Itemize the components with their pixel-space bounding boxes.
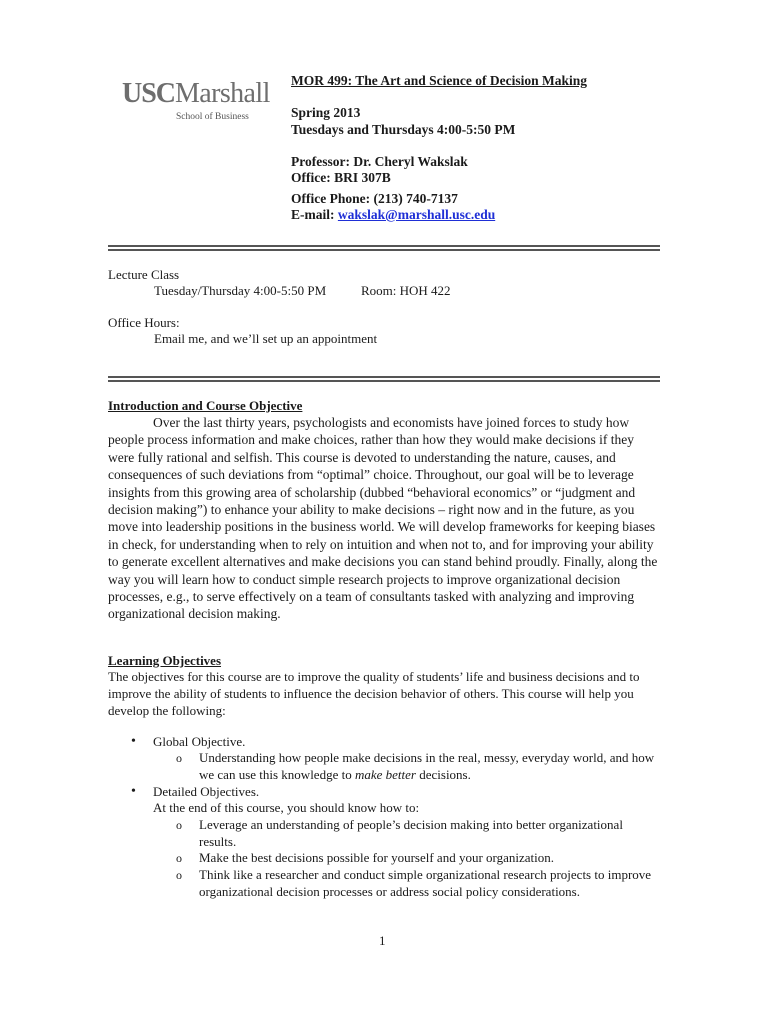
course-title: MOR 499: The Art and Science of Decision Making — [291, 73, 587, 88]
page-number: 1 — [379, 933, 386, 948]
professor: Professor: Dr. Cheryl Wakslak — [291, 154, 468, 169]
usc-marshall-logo — [108, 74, 278, 134]
divider — [108, 376, 660, 382]
office-phone: Office Phone: (213) 740-7137 — [291, 191, 458, 206]
detailed-objectives-intro: At the end of this course, you should know how to: — [153, 800, 420, 815]
schedule: Tuesdays and Thursdays 4:00-5:50 PM — [291, 122, 516, 137]
bullet: • — [131, 734, 136, 749]
divider — [108, 245, 660, 251]
email-link[interactable]: wakslak@marshall.usc.edu — [337, 207, 496, 222]
lecture-label: Lecture Class — [108, 267, 180, 282]
intro-heading: Introduction and Course Objective — [108, 398, 303, 413]
global-objective-item: Understanding how people make decisions in the real, messy, everyday world, and how we can use this knowledge to make better decisions. — [199, 750, 655, 782]
global-objective-label: Global Objective. — [153, 734, 246, 749]
learning-objectives-heading: Learning Objectives — [108, 653, 222, 668]
detailed-objectives-label: Detailed Objectives. — [153, 784, 260, 799]
lecture-time: Tuesday/Thursday 4:00-5:50 PM — [154, 283, 327, 298]
office-hours-text: Email me, and we’ll set up an appointment — [154, 331, 378, 346]
detailed-objective-item: Think like a researcher and conduct simple organizational research projects to improve organizational decision processes or address social policy considerations. — [199, 867, 652, 899]
logo-subtitle: School of Business — [176, 112, 249, 122]
office: Office: BRI 307B — [291, 170, 391, 185]
intro-paragraph: Over the last thirty years, psychologists and economists have joined forces to study how people process information and make choices, rather than how they would make decisions if they were fully rational and selfish. This course is devoted to understanding the nature, causes, and consequences of such deviations from “optimal” choice. Throughout, our goal will be to leverage insights from this growing area of scholarship (dubbed “behavioral economics” or “judgment and decision making”) to enhance your ability to make decisions – right now and in the future, as you move into leadership positions in the business world. We will develop frameworks for keeping biases in check, for understanding when to rely on intuition and when not to, and for improving your ability to generate excellent alternatives and make decisions you can stand behind proudly. Finally, along the way you will learn how to conduct simple research projects to improve organizational decision processes, e.g., to serve effectively on a team of consultants tasked with analyzing and improving organizational decision making. — [108, 415, 658, 622]
office-hours-label: Office Hours: — [108, 315, 180, 330]
bullet: • — [131, 784, 136, 799]
sub-bullet: o — [176, 851, 182, 865]
logo-wordmark: USCMarshall — [122, 78, 270, 109]
lecture-room: Room: HOH 422 — [361, 283, 451, 298]
learning-objectives-paragraph: The objectives for this course are to improve the quality of students’ life and business decisions and to improve the ability of students to influence the decision behavior of others. This course will help you develop the following: — [108, 669, 640, 719]
detailed-objective-item: Leverage an understanding of people’s decision making into better organizational results. — [199, 817, 623, 849]
sub-bullet: o — [176, 818, 182, 832]
sub-bullet: o — [176, 868, 182, 882]
term: Spring 2013 — [291, 105, 361, 120]
email-line — [291, 206, 495, 223]
email-label: E-mail: — [291, 207, 338, 222]
detailed-objective-item: Make the best decisions possible for yourself and your organization. — [199, 850, 555, 865]
sub-bullet: o — [176, 751, 182, 765]
